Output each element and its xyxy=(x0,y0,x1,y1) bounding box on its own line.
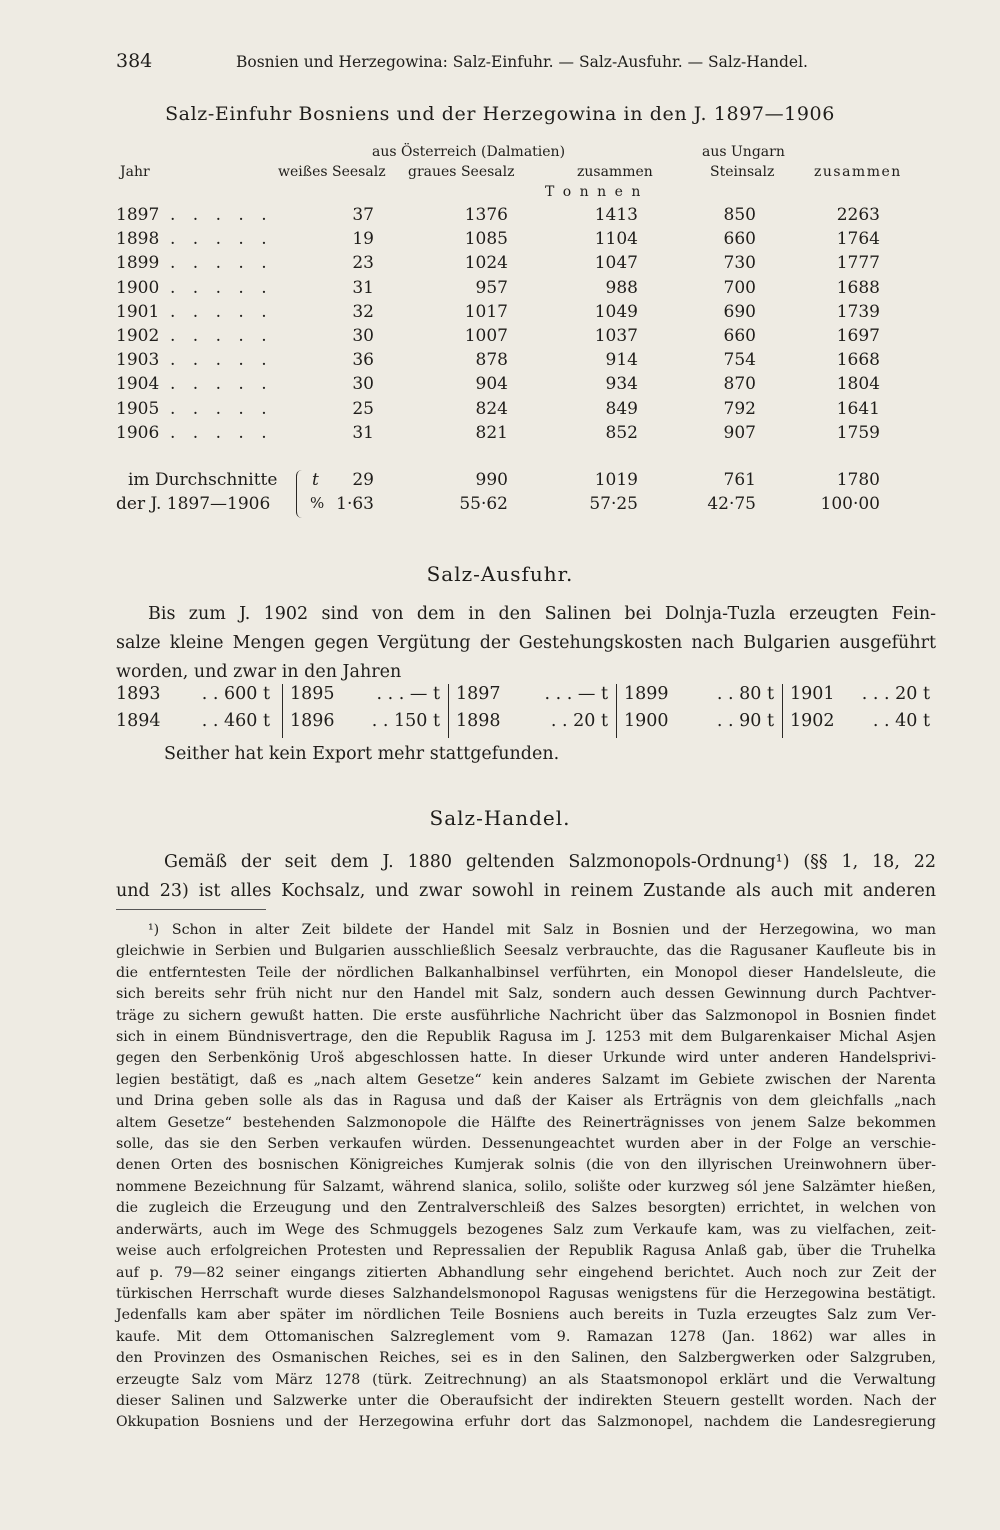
table-row xyxy=(0,302,1000,326)
cell-sum-hungary: 1759 xyxy=(836,422,880,443)
cell-sum-austria: 934 xyxy=(605,374,638,395)
export-value: . . . 20 t xyxy=(861,684,930,704)
cell-leader-dots: . . . . . xyxy=(170,422,273,443)
cell-year: 1900 xyxy=(116,277,160,298)
cell-sum-austria: 1104 xyxy=(594,229,638,250)
cell-grey-salt: 957 xyxy=(475,277,508,298)
export-year: 1893 xyxy=(116,684,161,704)
avg-t-grey: 990 xyxy=(475,470,508,490)
footnote-line: dieser Salinen und Salzwerke unter die Oberaufsicht der indirekten Steuern gestellt worden. Nach der xyxy=(116,1392,936,1409)
paragraph-line: Seither hat kein Export mehr stattgefunden. xyxy=(164,744,560,764)
export-value: . . 460 t xyxy=(201,711,270,731)
col-header-year: Jahr xyxy=(120,164,150,180)
cell-year: 1901 xyxy=(116,301,160,322)
unit-tonnen: T o n n e n xyxy=(545,184,643,200)
footnote-line: nommene Bezeichnung für Salzamt, während slanica, solilo, solište oder kurzweg sól jene Salzämter hießen, xyxy=(116,1178,936,1195)
footnote-line: altem Gesetze“ bestehenden Salzmonopole die Hälfte des Reinerträgnisses von jenem Salze bekommen xyxy=(116,1114,936,1131)
table-row xyxy=(0,278,1000,302)
col-header-sum-hungary: zusammen xyxy=(814,164,902,180)
cell-white-salt: 31 xyxy=(352,277,374,298)
cell-grey-salt: 821 xyxy=(475,422,508,443)
column-divider xyxy=(616,684,617,738)
export-year: 1897 xyxy=(456,684,501,704)
cell-white-salt: 32 xyxy=(352,301,374,322)
group-header-hungary: aus Ungarn xyxy=(702,144,785,160)
cell-rock-salt: 850 xyxy=(723,205,756,225)
footnote-line: türkischen Herrschaft wurde dieses Salzhandelsmonopol Ragusas wenigstens für die Herzegowina bestätigt. xyxy=(116,1285,936,1302)
paragraph-line: salze kleine Mengen gegen Vergütung der Gestehungskosten nach Bulgarien ausgeführt xyxy=(116,633,936,653)
cell-grey-salt: 1085 xyxy=(464,229,508,250)
cell-year: 1897 xyxy=(116,205,160,225)
export-value: . . . — t xyxy=(376,684,440,704)
footnote-line: die zugleich die Erzeugung und den Zentralverschleiß des Salzes besorgten) errichtet, in welchen von xyxy=(116,1200,936,1217)
cell-sum-hungary: 1641 xyxy=(836,398,880,419)
cell-sum-hungary: 1777 xyxy=(836,253,880,274)
cell-leader-dots: . . . . . xyxy=(170,374,273,395)
paragraph-line: Gemäß der seit dem J. 1880 geltenden Salzmonopols-Ordnung¹) (§§ 1, 18, 22 xyxy=(164,852,936,872)
cell-white-salt: 23 xyxy=(352,253,374,274)
cell-sum-austria: 1049 xyxy=(594,301,638,322)
column-divider xyxy=(782,684,783,738)
cell-leader-dots: . . . . . xyxy=(170,350,273,371)
footnote-line: Okkupation Bosniens und der Herzegowina erfuhr dort das Salzmonopel, nachdem die Landesregierung xyxy=(116,1414,936,1431)
cell-sum-austria: 914 xyxy=(605,350,638,371)
average-unit-percent: % xyxy=(310,494,325,512)
export-year: 1899 xyxy=(624,684,669,704)
paragraph-line: und 23) ist alles Kochsalz, und zwar sowohl in reinem Zustande als auch mit anderen xyxy=(116,881,936,901)
cell-sum-hungary: 2263 xyxy=(836,205,880,225)
cell-grey-salt: 1024 xyxy=(464,253,508,274)
cell-rock-salt: 907 xyxy=(723,422,756,443)
average-row-percent xyxy=(0,494,1000,518)
cell-sum-austria: 1037 xyxy=(594,326,638,346)
cell-leader-dots: . . . . . xyxy=(170,229,273,250)
cell-leader-dots: . . . . . xyxy=(170,253,273,274)
cell-rock-salt: 690 xyxy=(723,301,756,322)
cell-year: 1898 xyxy=(116,229,160,250)
avg-t-rock: 761 xyxy=(723,470,756,490)
cell-grey-salt: 824 xyxy=(475,398,508,419)
export-year: 1898 xyxy=(456,711,501,731)
cell-white-salt: 37 xyxy=(352,205,374,225)
export-year: 1902 xyxy=(790,711,835,731)
avg-t-sum2: 1780 xyxy=(836,470,880,490)
export-closing xyxy=(116,740,936,769)
export-year: 1895 xyxy=(290,684,335,704)
avg-t-white: 29 xyxy=(352,470,374,490)
table-row xyxy=(0,350,1000,374)
export-year: 1894 xyxy=(116,711,161,731)
export-value: . . 600 t xyxy=(201,684,270,704)
group-header-austria: aus Österreich (Dalmatien) xyxy=(372,144,566,160)
export-value: . . 90 t xyxy=(716,711,774,731)
table-row xyxy=(0,399,1000,423)
cell-grey-salt: 1007 xyxy=(464,326,508,346)
col-header-sum-austria: zusammen xyxy=(577,164,653,180)
export-year: 1896 xyxy=(290,711,335,731)
export-year: 1901 xyxy=(790,684,835,704)
cell-white-salt: 31 xyxy=(352,422,374,443)
cell-year: 1899 xyxy=(116,253,160,274)
cell-rock-salt: 660 xyxy=(723,229,756,250)
cell-white-salt: 30 xyxy=(352,326,374,346)
cell-white-salt: 19 xyxy=(352,229,374,250)
trade-paragraph xyxy=(116,848,936,906)
export-paragraph xyxy=(116,600,936,687)
cell-sum-hungary: 1764 xyxy=(836,229,880,250)
avg-pct-sum2: 100·00 xyxy=(820,494,880,514)
avg-t-sum1: 1019 xyxy=(594,470,638,490)
footnote-line: den Provinzen des Osmanischen Reiches, sei es in den Salinen, den Salzbergwerken oder Salzgruben, xyxy=(116,1350,936,1367)
cell-sum-hungary: 1739 xyxy=(836,301,880,322)
average-unit-t: t xyxy=(312,470,319,490)
import-table-title: Salz-Einfuhr Bosniens und der Herzegowina in den J. 1897—1906 xyxy=(165,103,835,125)
footnote-line: weise auch erfolgreichen Protesten und Repressalien der Republik Ragusa Anlaß gab, über die Truhelka xyxy=(116,1243,936,1260)
cell-white-salt: 36 xyxy=(352,350,374,371)
avg-pct-sum1: 57·25 xyxy=(589,494,638,514)
table-row xyxy=(0,205,1000,229)
footnote-line: auf p. 79—82 seiner eingangs zitierten Abhandlung sehr eingehend berichtet. Auch noch zur Zeit der xyxy=(116,1264,936,1281)
cell-sum-hungary: 1688 xyxy=(836,277,880,298)
cell-white-salt: 30 xyxy=(352,374,374,395)
footnote-line: legien bestätigt, daß es „nach altem Gesetze“ kein anderes Salzamt im Gebiete zwischen der Narenta xyxy=(116,1071,936,1088)
export-year: 1900 xyxy=(624,711,669,731)
footnote-line: anderwärts, auch im Wege des Schmuggels bezogenes Salz zum Verkaufe kam, was zu vielfachen, zeit- xyxy=(116,1221,936,1238)
average-label-1: im Durchschnitte xyxy=(128,470,278,490)
cell-year: 1904 xyxy=(116,374,160,395)
footnote-line: solle, das sie den Serben verkaufen würden. Dessenungeachtet wurden aber in der Folge an verschie- xyxy=(116,1136,936,1153)
cell-grey-salt: 904 xyxy=(475,374,508,395)
cell-sum-hungary: 1697 xyxy=(836,326,880,346)
cell-year: 1905 xyxy=(116,398,160,419)
export-value: . . 80 t xyxy=(716,684,774,704)
running-head: Bosnien und Herzegowina: Salz-Einfuhr. — Salz-Ausfuhr. — Salz-Handel. xyxy=(236,53,808,71)
col-header-white-salt: weißes Seesalz xyxy=(278,164,386,180)
cell-year: 1906 xyxy=(116,422,160,443)
export-value: . . 150 t xyxy=(371,711,440,731)
trade-heading: Salz-Handel. xyxy=(429,806,571,830)
table-row xyxy=(0,229,1000,253)
cell-leader-dots: . . . . . xyxy=(170,301,273,322)
table-row xyxy=(0,423,1000,447)
cell-rock-salt: 754 xyxy=(723,350,756,371)
footnote-line: träge zu sichern gewußt hatten. Die erste ausführliche Nachricht über das Salzmonopol in Bosnien findet xyxy=(116,1007,936,1024)
page-number: 384 xyxy=(116,50,153,72)
footnote-line: denen Orten des bosnischen Königreiches Kumjerak solnis (die von den illyrischen Ureinwohnern über- xyxy=(116,1157,936,1174)
table-row xyxy=(0,253,1000,277)
cell-grey-salt: 878 xyxy=(475,350,508,371)
paragraph-line: worden, und zwar in den Jahren xyxy=(116,662,402,682)
cell-white-salt: 25 xyxy=(352,398,374,419)
cell-rock-salt: 700 xyxy=(723,277,756,298)
cell-leader-dots: . . . . . xyxy=(170,398,273,419)
avg-pct-rock: 42·75 xyxy=(707,494,756,514)
cell-year: 1903 xyxy=(116,350,160,371)
export-value: . . 20 t xyxy=(550,711,608,731)
footnote-line: erzeugte Salz vom März 1278 (türk. Zeitrechnung) an als Staatsmonopol erklärt und die Verwaltung xyxy=(116,1371,936,1388)
cell-rock-salt: 870 xyxy=(723,374,756,395)
footnote-line: gegen den Serbenkönig Uroš abgeschlossen hatte. In dieser Urkunde wird unter anderen Handelsprivi- xyxy=(116,1050,936,1067)
table-row xyxy=(0,326,1000,350)
export-value: . . 40 t xyxy=(872,711,930,731)
footnote-line: gleichwie in Serbien und Bulgarien ausschließlich Seesalz verbrauchte, das die Ragusaner Kaufleute bis in xyxy=(116,943,936,960)
paragraph-line: Bis zum J. 1902 sind von dem in den Salinen bei Dolnja-Tuzla erzeugten Fein- xyxy=(148,604,936,624)
footnote-line: Jedenfalls kam aber später im nördlichen Teile Bosniens auch bereits in Tuzla erzeugtes Salz zum Ver- xyxy=(116,1307,936,1324)
cell-sum-austria: 1413 xyxy=(594,205,638,225)
cell-sum-austria: 988 xyxy=(605,277,638,298)
avg-pct-grey: 55·62 xyxy=(459,494,508,514)
avg-pct-white: 1·63 xyxy=(336,494,374,514)
average-row-tonnes xyxy=(0,470,1000,494)
footnote-line: sich in einem Bündnisvertrage, den die Republik Ragusa im J. 1253 mit dem Bulgarenkaiser Michal Asjen xyxy=(116,1029,936,1046)
cell-sum-austria: 849 xyxy=(605,398,638,419)
footnote-line: ¹) Schon in alter Zeit bildete der Handel mit Salz in Bosnien und der Herzegowina, wo man xyxy=(148,922,936,938)
cell-year: 1902 xyxy=(116,326,160,346)
footnote-line: sich bereits sehr früh nicht nur den Handel mit Salz, sondern auch dessen Gewinnung durch Pachtver- xyxy=(116,986,936,1003)
average-label-2: der J. 1897—1906 xyxy=(116,494,271,514)
col-header-rock-salt: Steinsalz xyxy=(710,164,775,180)
col-header-grey-salt: graues Seesalz xyxy=(408,164,515,180)
cell-leader-dots: . . . . . xyxy=(170,326,273,346)
cell-leader-dots: . . . . . xyxy=(170,277,273,298)
footnote-line: die entferntesten Teile der nördlichen Balkanhalbinsel verführten, ein Monopol dieser Handelsleute, die xyxy=(116,964,936,981)
cell-sum-hungary: 1804 xyxy=(836,374,880,395)
cell-sum-austria: 1047 xyxy=(594,253,638,274)
footnote-line: kaufe. Mit dem Ottomanischen Salzreglement vom 9. Ramazan 1278 (Jan. 1862) war alles in xyxy=(116,1328,936,1345)
footnote xyxy=(116,920,936,1434)
cell-sum-austria: 852 xyxy=(605,422,638,443)
column-divider xyxy=(448,684,449,738)
cell-leader-dots: . . . . . xyxy=(170,205,273,225)
cell-rock-salt: 730 xyxy=(723,253,756,274)
cell-sum-hungary: 1668 xyxy=(836,350,880,371)
cell-rock-salt: 660 xyxy=(723,326,756,346)
cell-grey-salt: 1017 xyxy=(464,301,508,322)
column-divider xyxy=(282,684,283,738)
footnote-line: und Drina geben solle als das in Ragusa und daß der Kaiser als Erträgnis von dem gleichfalls „nach xyxy=(116,1093,936,1110)
export-value: . . . — t xyxy=(544,684,608,704)
table-row xyxy=(0,374,1000,398)
export-heading: Salz-Ausfuhr. xyxy=(426,562,574,586)
footnote-rule xyxy=(116,909,266,910)
cell-grey-salt: 1376 xyxy=(464,205,508,225)
cell-rock-salt: 792 xyxy=(723,398,756,419)
